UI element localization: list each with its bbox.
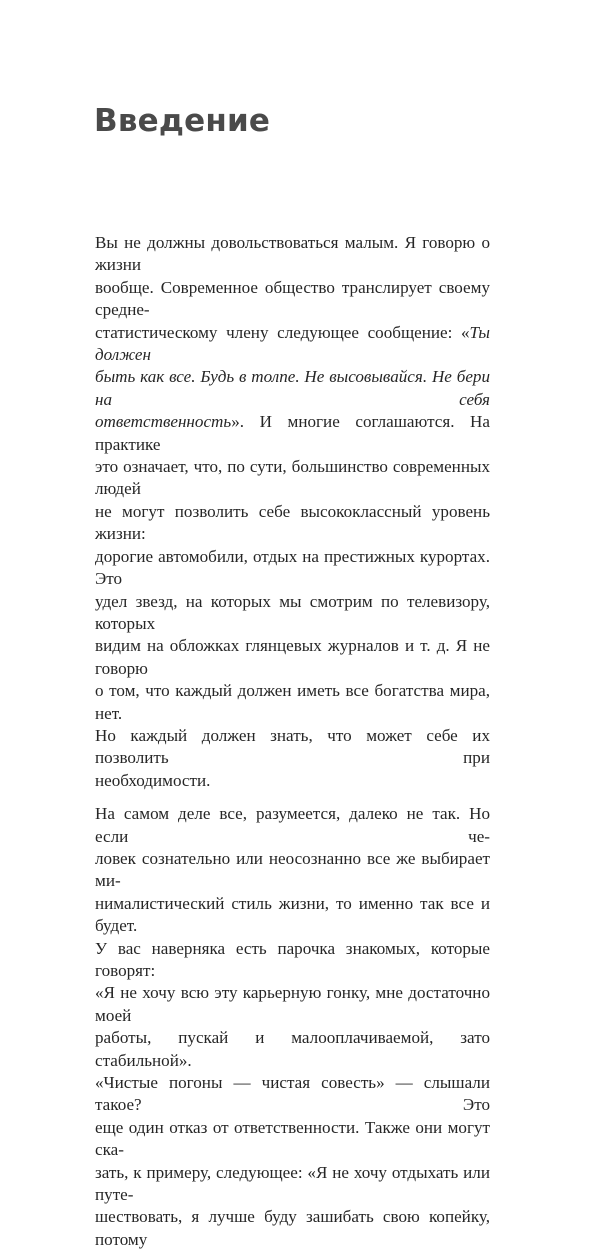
text-line [95,322,490,367]
paragraph-gap [95,792,490,803]
text-segment: ». И многие соглашаются. На практике [95,412,490,454]
italic-quote: Ты должен [95,322,490,365]
text-line: У вас наверняка есть парочка знакомых, которые говорят: [95,938,490,980]
text-line: это означает, что, по сути, большинство современных людей [95,457,490,499]
text-line: ловек сознательно или неосознанно все же выбирает ми- [95,848,490,891]
body-text [95,232,490,1251]
text-line [95,366,490,411]
italic-quote: быть как все. Будь в толпе. Не высовывайся. Не бери на себя [95,367,490,409]
text-line: еще один отказ от ответственности. Также они могут ска- [95,1117,490,1160]
text-line: Вы не должны довольствоваться малым. Я говорю о жизни [95,233,490,275]
italic-quote: ответственность [95,412,232,432]
text-line: не могут позволить себе высококлассный уровень жизни: [95,501,490,544]
text-line: Но каждый должен знать, что может себе их позволить при [95,725,490,768]
text-line: шествовать, я лучше буду зашибать свою копейку, потому [95,1207,490,1249]
text-line [95,411,490,456]
text-line: необходимости. [95,770,211,790]
text-line: дорогие автомобили, отдых на престижных курортах. Это [95,546,490,589]
chapter-heading: Введение [94,103,271,139]
text-line: На самом деле все, разумеется, далеко не так. Но если че- [95,804,490,846]
text-line: видим на обложках глянцевых журналов и т. д. Я не говорю [95,636,490,678]
text-line: вообще. Современное общество транслирует своему средне- [95,277,490,320]
text-line: удел звезд, на которых мы смотрим по телевизору, которых [95,591,490,633]
text-line: зать, к примеру, следующее: «Я не хочу отдыхать или путе- [95,1162,490,1205]
text-segment: статистическому члену следующее сообщение: « [95,322,470,342]
text-line: «Чистые погоны — чистая совесть» — слышали такое? Это [95,1073,490,1115]
text-line: «Я не хочу всю эту карьерную гонку, мне достаточно моей [95,983,490,1025]
text-line: о том, что каждый должен иметь все богатства мира, нет. [95,681,490,723]
text-line: работы, пускай и малооплачиваемой, зато стабильной». [95,1028,490,1070]
text-line: нималистический стиль жизни, то именно так все и будет. [95,893,490,936]
paragraph-2 [95,803,490,1251]
paragraph-1 [95,232,490,792]
